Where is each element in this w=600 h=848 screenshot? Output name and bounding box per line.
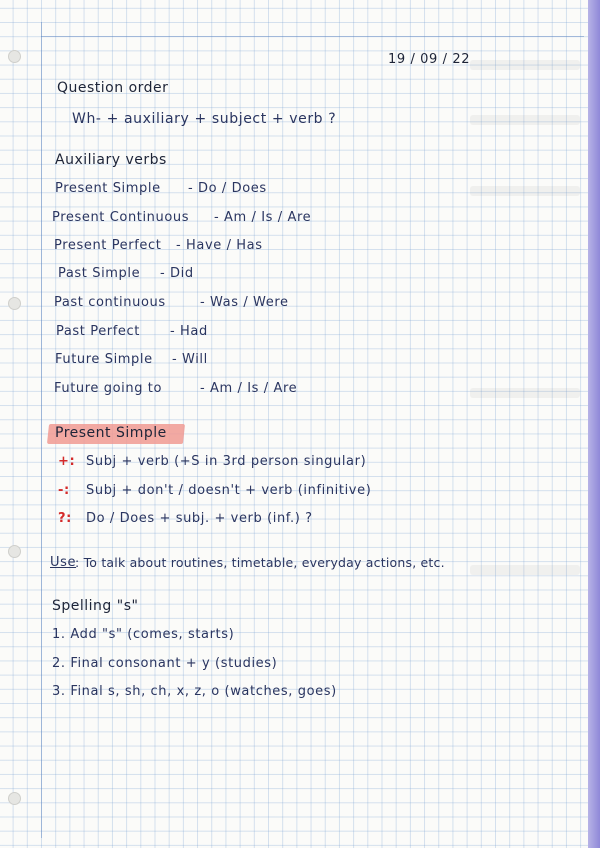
spelling-item: 1. Add "s" (comes, starts) (52, 627, 235, 642)
show-through-mark (470, 388, 580, 398)
auxiliary-value: - Had (170, 324, 208, 339)
question-symbol: ?: (58, 511, 72, 526)
question-order-title: Question order (57, 80, 169, 96)
question-order-formula: Wh- + auxiliary + subject + verb ? (72, 111, 337, 127)
present-simple-title: Present Simple (55, 425, 167, 441)
auxiliary-value: - Do / Does (188, 181, 267, 196)
show-through-mark (470, 60, 580, 70)
auxiliary-value: - Am / Is / Are (214, 210, 312, 225)
affirmative-symbol: +: (58, 454, 76, 469)
show-through-mark (470, 186, 580, 196)
tense-label: Past continuous (54, 295, 166, 310)
punch-hole (8, 792, 21, 805)
punch-hole (8, 50, 21, 63)
show-through-mark (470, 565, 580, 575)
tense-label: Past Perfect (56, 324, 140, 339)
auxiliary-value: - Have / Has (176, 238, 263, 253)
auxiliary-value: - Did (160, 266, 194, 281)
date: 19 / 09 / 22 (388, 52, 471, 67)
spelling-title: Spelling "s" (52, 598, 139, 614)
tense-label: Present Simple (55, 181, 161, 196)
punch-hole (8, 297, 21, 310)
page-edge (588, 0, 600, 848)
tense-label: Past Simple (58, 266, 141, 281)
auxiliary-verbs-title: Auxiliary verbs (55, 152, 167, 168)
tense-label: Present Continuous (52, 210, 190, 225)
use-label: Use (50, 555, 77, 570)
auxiliary-value: - Was / Were (200, 295, 289, 310)
tense-label: Future Simple (55, 352, 153, 367)
affirmative-rule: Subj + verb (+S in 3rd person singular) (86, 454, 367, 469)
auxiliary-value: - Am / Is / Are (200, 381, 298, 396)
top-margin-line (41, 36, 584, 37)
negative-rule: Subj + don't / doesn't + verb (infinitive) (86, 483, 372, 498)
tense-label: Present Perfect (54, 238, 162, 253)
tense-label: Future going to (54, 381, 163, 396)
negative-symbol: -: (58, 483, 70, 498)
auxiliary-value: - Will (172, 352, 208, 367)
left-margin-line (41, 22, 42, 838)
spelling-item: 2. Final consonant + y (studies) (52, 656, 278, 671)
show-through-mark (470, 115, 580, 125)
punch-hole (8, 545, 21, 558)
use-description: : To talk about routines, timetable, everyday actions, etc. (75, 555, 445, 570)
spelling-item: 3. Final s, sh, ch, x, z, o (watches, goes) (52, 684, 337, 699)
question-rule: Do / Does + subj. + verb (inf.) ? (86, 511, 313, 526)
